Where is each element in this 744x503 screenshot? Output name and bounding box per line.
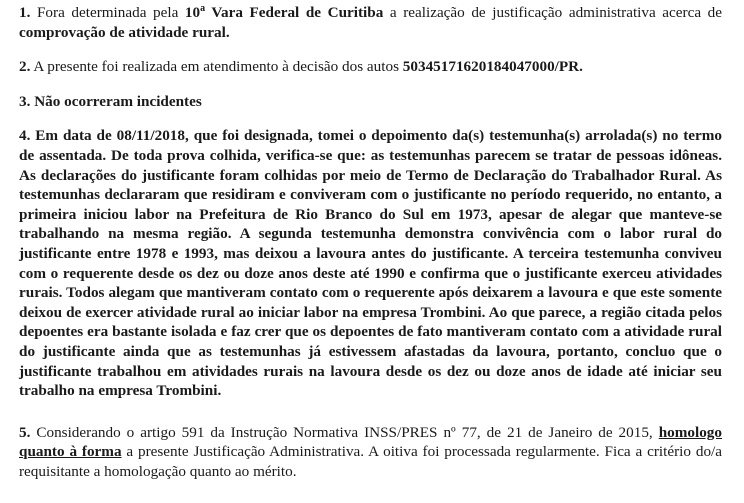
paragraph-5 — [19, 423, 722, 482]
hearing-date: 08/11/2018 — [116, 127, 185, 145]
paragraph-1 — [19, 3, 722, 42]
paragraph-number: 5. — [19, 423, 31, 441]
vara-number: 10 — [184, 4, 201, 21]
paragraph-number: 1. — [19, 4, 31, 21]
paragraph-4 — [19, 126, 722, 400]
vara-label: Vara Federal de Curitiba — [205, 4, 384, 21]
text-segment: A presente foi realizada em atendimento à decisão dos autos — [30, 58, 403, 76]
text-segment: Não ocorreram incidentes — [30, 92, 202, 110]
subject-text: comprovação de atividade rural. — [19, 23, 230, 41]
text-segment: Em data de — [30, 127, 117, 145]
text-segment: Considerando o artigo 591 da Instrução Normativa INSS/PRES nº 77, de 21 de Janeiro de 2015, — [30, 423, 659, 441]
homologation-phrase: homologo quanto à forma — [19, 423, 722, 461]
text-segment: Fora determinada pela — [30, 4, 185, 21]
court-name — [185, 4, 383, 21]
paragraph-number: 4. — [19, 127, 31, 145]
paragraph-3 — [19, 92, 722, 112]
ordinal-superscript: a — [200, 2, 206, 14]
paragraph-number: 3. — [19, 92, 31, 110]
text-segment: a realização de justificação administrativa acerca de — [383, 4, 722, 21]
paragraph-number: 2. — [19, 58, 31, 76]
text-segment: , que foi designada, tomei o depoimento da(s) testemunha(s) arrolada(s) no termo de assentada. De toda prova colhida, verifica-se que: as testemunhas parecem se tratar de pessoas idôneas. As declarações do justificante foram colhidas por meio de Termo de Declaração do Trabalhador Rural. As testemunhas declararam que residiram e conviveram com o justificante no período requerido, no entanto, a primeira iniciou labor na Prefeitura de Rio Branco do Sul em 1973, apesar de alegar que manteve-se trabalhando na mesma região. A segunda testemunha demonstra convivência com o labor rural do justificante entre 1978 e 1993, mas deixou a lavoura antes do justificante. A terceira testemunha conviveu com o requerente desde os dez ou doze anos deste até 1990 e confirma que o justificante exerceu atividades rurais. Todos alegam que mantiveram contato com o requerente após deixarem a lavoura e que este somente deixou de exercer atividade rural ao iniciar labor na empresa Trombini. Ao que parece, a região citada pelos depoentes era bastante isolada e faz crer que os depoentes de fato mantiveram contato com a atividade rural do justificante ainda que as testemunhas já estivessem afastadas da lavoura, portanto, concluo que o justificante trabalhou em atividades rurais na lavoura desde os dez ou doze anos de idade até iniciar seu trabalho na empresa Trombini. — [19, 127, 722, 400]
paragraph-2 — [19, 57, 722, 77]
text-segment: a presente Justificação Administrativa. A oitiva foi processada regularmente. Fica a critério do/a requisitante a homologação quanto ao mérito. — [19, 443, 722, 480]
case-number: 50345171620184047000/PR. — [402, 58, 583, 76]
